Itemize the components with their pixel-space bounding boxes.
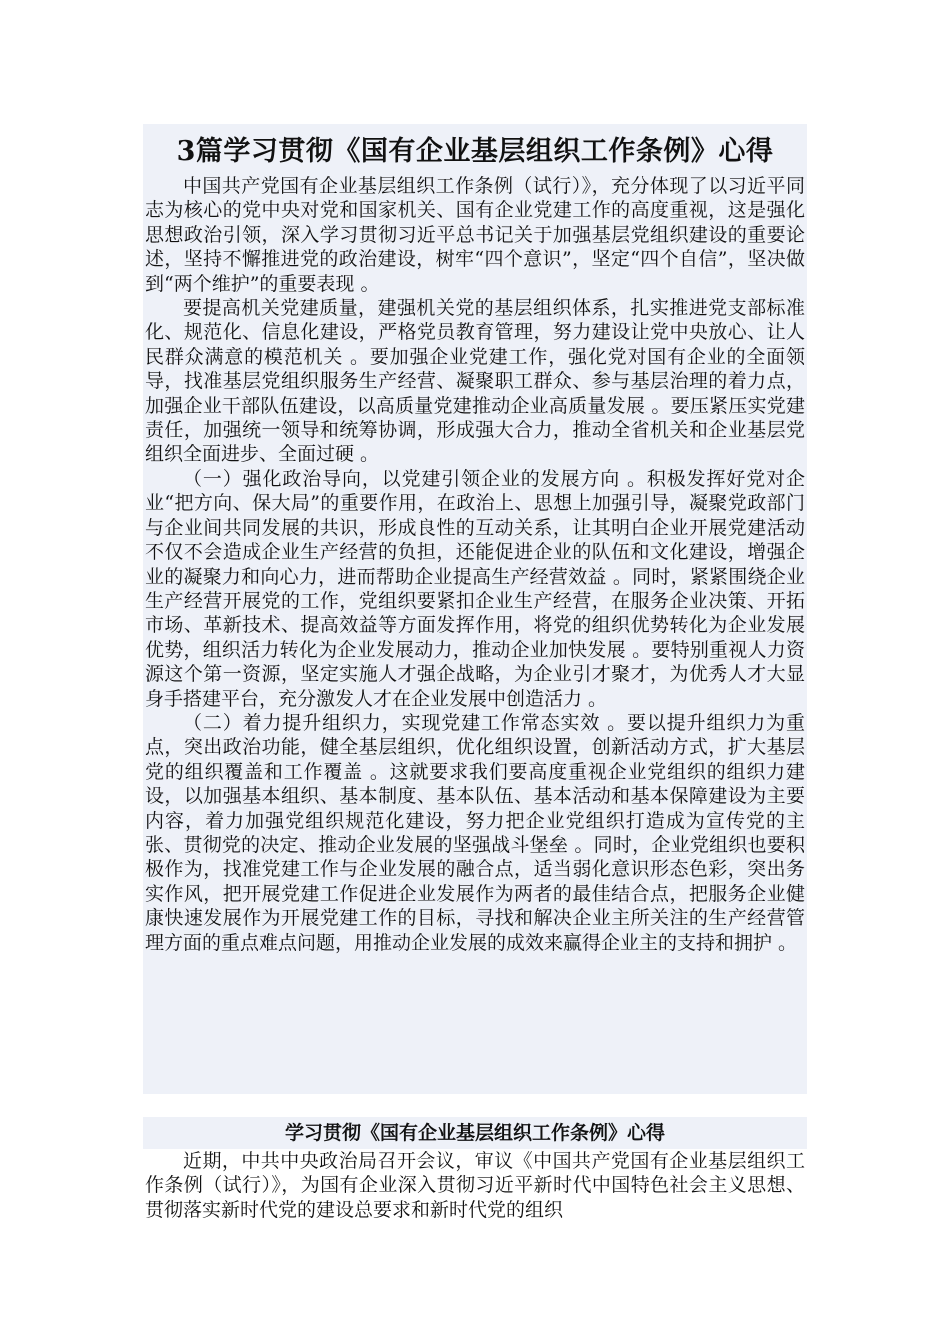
- document-title: 3篇学习贯彻《国有企业基层组织工作条例》心得: [176, 136, 774, 167]
- paragraph-organization-power: （二）着力提升组织力，实现党建工作常态实效 。要以提升组织力为重点，突出政治功能，健全基层组织，优化组织设置，创新活动方式，扩大基层党的组织覆盖和工作覆盖 。这就要求我们要高度重视企业党组织的组织力建设，以加强基本组织、基本制度、基本队伍、基本活动和基本保障建设为主要内容，着力加强党组织规范化建设，努力把企业党组织打造成为宣传党的主张、贯彻党的决定、推动企业发展的坚强战斗堡垒 。同时，企业党组织也要积极作为，找准党建工作与企业发展的融合点，适当弱化意识形态色彩，突出务实作风，把开展党建工作促进企业发展作为两者的最佳结合点，把服务企业健康快速发展作为开展党建工作的目标，寻找和解决企业主所关注的生产经营管理方面的重点难点问题，用推动企业发展的成效来赢得企业主的支持和拥护 。: [145, 711, 805, 954]
- paragraph-quality: 要提高机关党建质量，建强机关党的基层组织体系，扎实推进党支部标准化、规范化、信息化建设，严格党员教育管理，努力建设让党中央放心、让人民群众满意的模范机关 。要加强企业党建工作，强化党对国有企业的全面领导，找准基层党组织服务生产经营、凝聚职工群众、参与基层治理的着力点，加强企业干部队伍建设，以高质量党建推动企业高质量发展 。要压紧压实党建责任，加强统一领导和统筹协调，形成强大合力，推动全省机关和企业基层党组织全面进步、全面过硬 。: [145, 297, 805, 466]
- article-section: [143, 124, 807, 1094]
- second-article-section: [143, 1117, 807, 1227]
- paragraph-intro: 中国共产党国有企业基层组织工作条例（试行）》，充分体现了以习近平同志为核心的党中央对党和国家机关、国有企业党建工作的高度重视，这是强化思想政治引领，深入学习贯彻习近平总书记关于加强基层党组织建设的重要论述，坚持不懈推进党的政治建设，树牢“四个意识”，坚定“四个自信”，坚决做到“两个维护”的重要表现 。: [145, 175, 805, 295]
- second-article-title: 学习贯彻《国有企业基层组织工作条例》心得: [143, 1117, 807, 1149]
- paragraph-political-guidance: （一）强化政治导向，以党建引领企业的发展方向 。积极发挥好党对企业“把方向、保大局”的重要作用，在政治上、思想上加强引导，凝聚党政部门与企业间共同发展的共识，形成良性的互动关系，让其明白企业开展党建活动不仅不会造成企业生产经营的负担，还能促进企业的队伍和文化建设，增强企业的凝聚力和向心力，进而帮助企业提高生产经营效益 。同时，紧紧围绕企业生产经营开展党的工作，党组织要紧扣企业生产经营，在服务企业决策、开拓市场、革新技术、提高效益等方面发挥作用，将党的组织优势转化为企业发展优势，组织活力转化为企业发展动力，推动企业加快发展 。要特别重视人力资源这个第一资源，坚定实施人才强企战略，为企业引才聚才，为优秀人才大显身手搭建平台，充分激发人才在企业发展中创造活力 。: [145, 467, 805, 710]
- second-article-paragraph: 近期，中共中央政治局召开会议，审议《中国共产党国有企业基层组织工作条例（试行）》，为国有企业深入贯彻习近平新时代中国特色社会主义思想、贯彻落实新时代党的建设总要求和新时代党的组织: [145, 1150, 805, 1221]
